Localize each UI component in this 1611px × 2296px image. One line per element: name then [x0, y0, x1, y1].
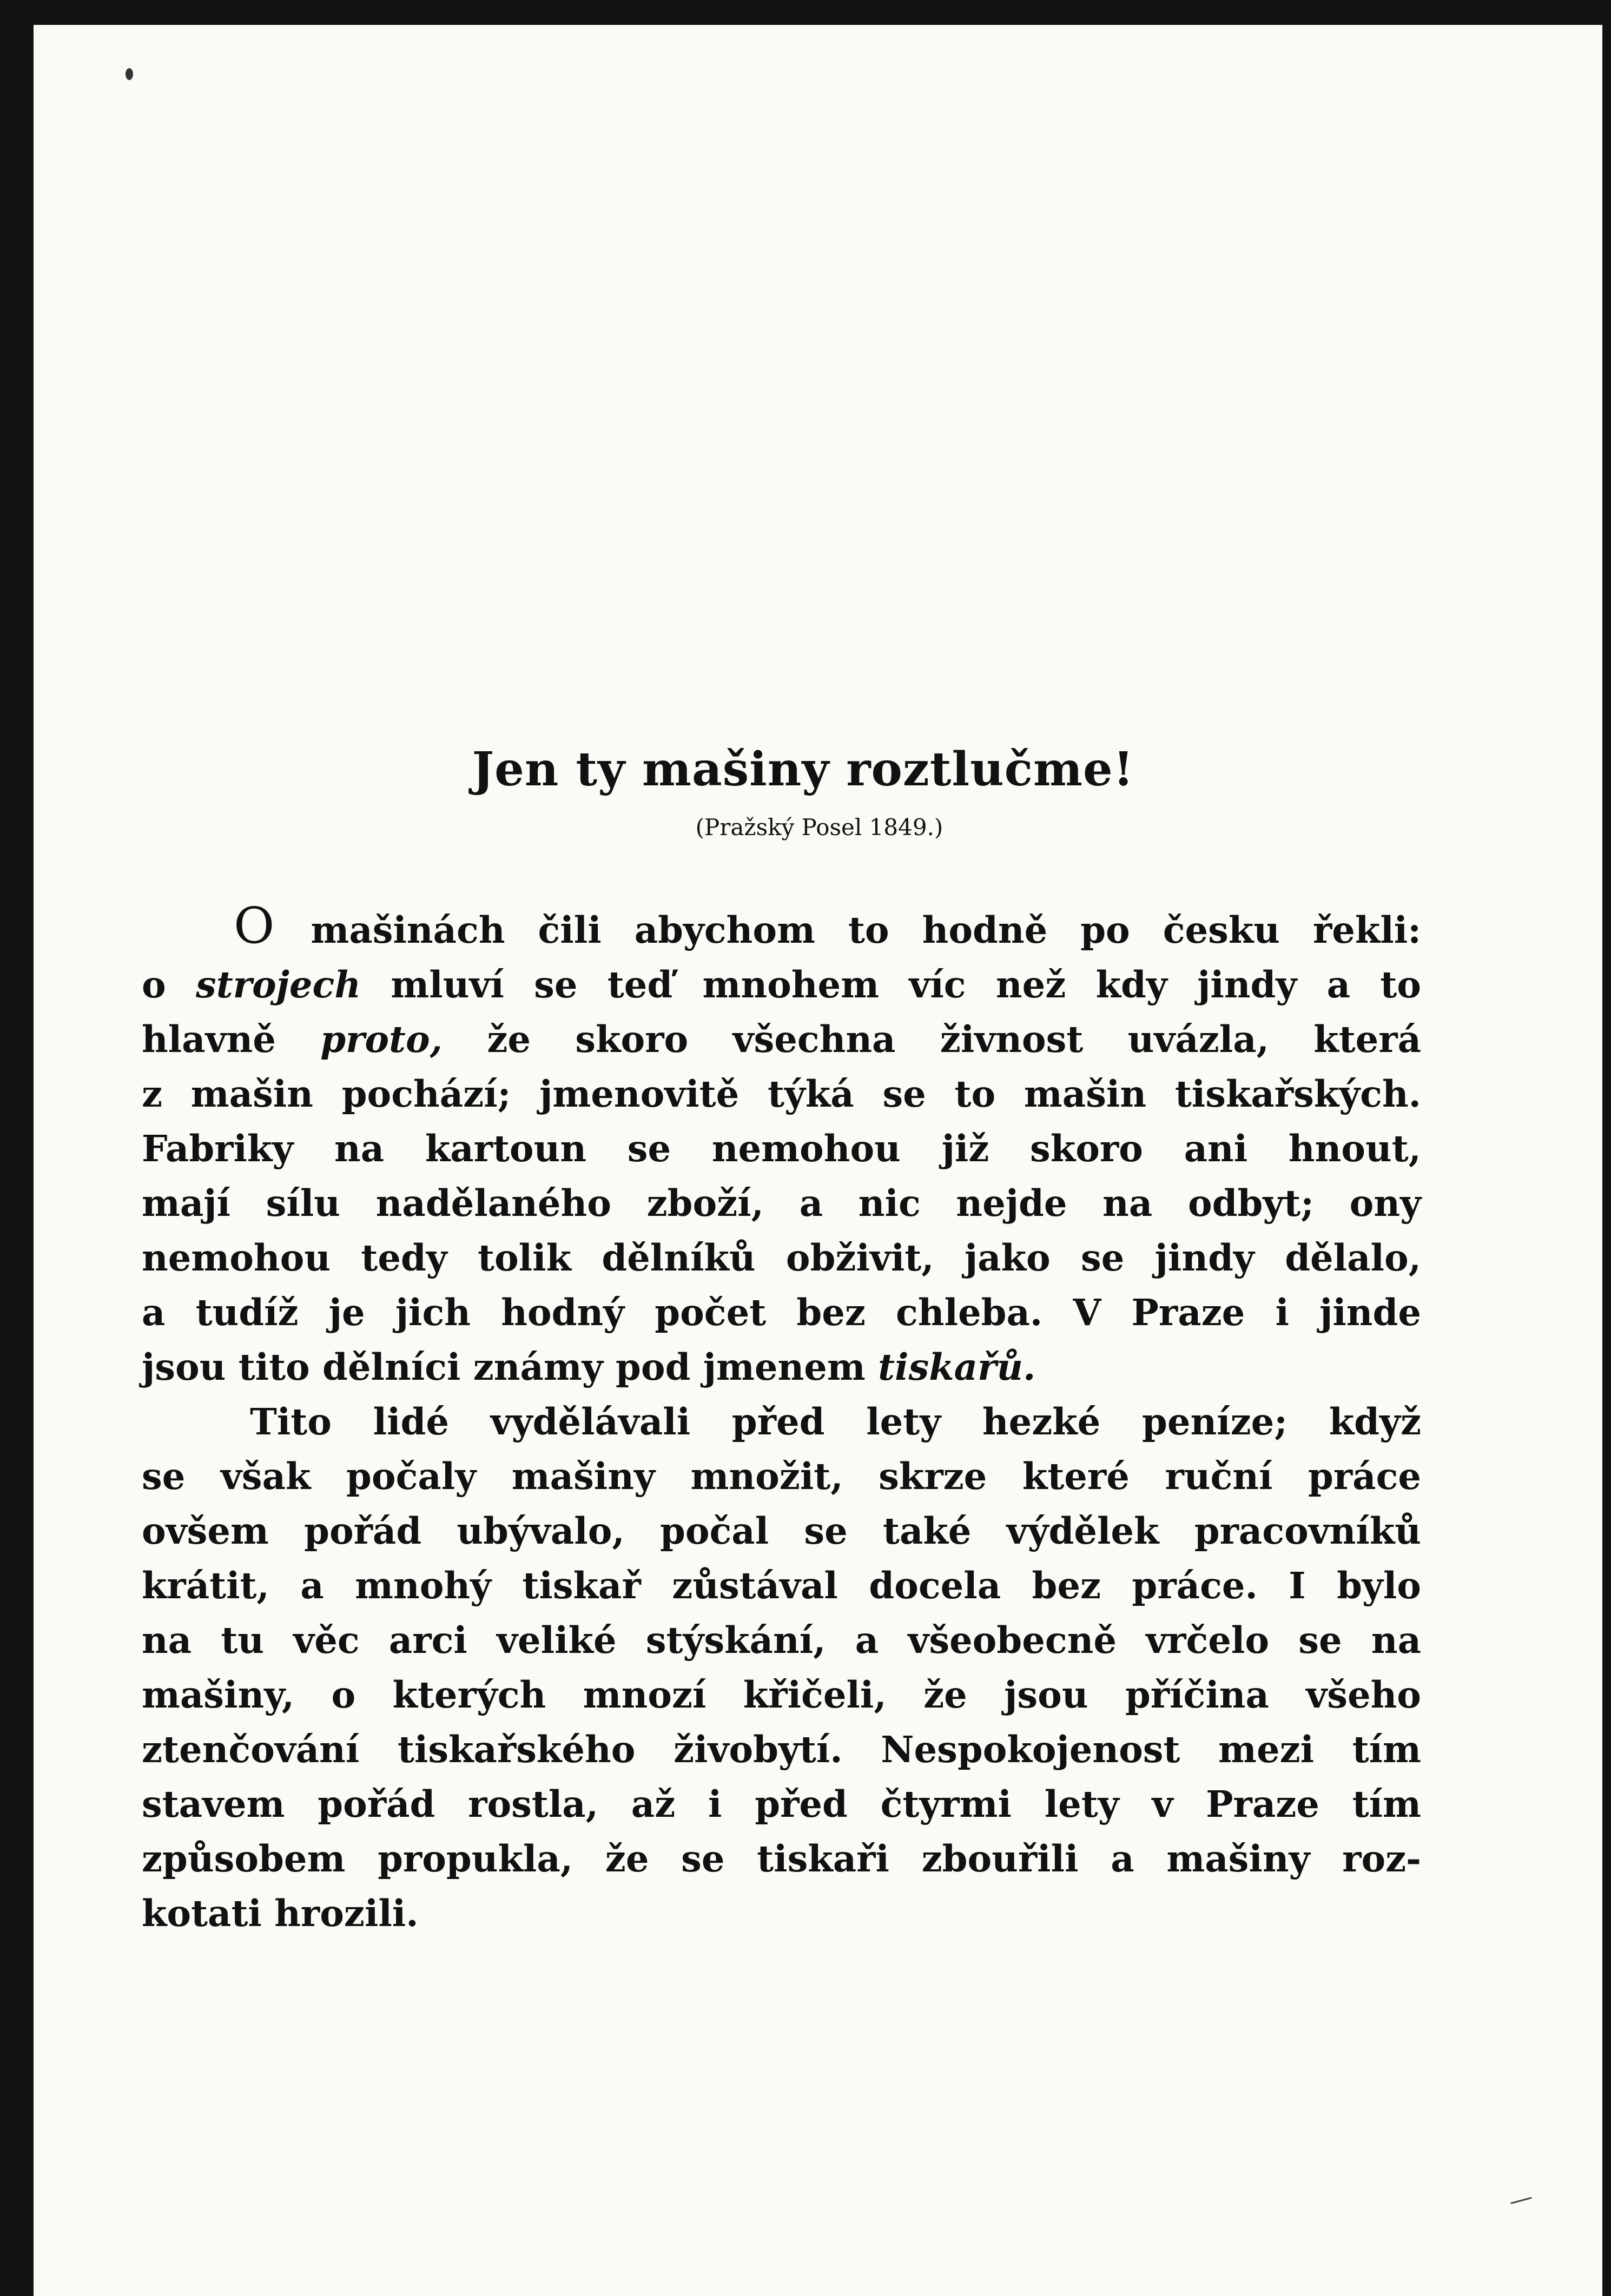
pencil-mark: [1510, 2197, 1531, 2204]
text-line: mašiny, o kterých mnozí křičeli, že jsou příčina všeho: [142, 1673, 1421, 1716]
text-line: [142, 1012, 1421, 1067]
text-line: krátit, a mnohý tiskař zůstával docela bez práce. I bylo: [142, 1564, 1421, 1607]
paragraph-2: [142, 1394, 1421, 1941]
text-line: stavem pořád rostla, až i před čtyrmi lety v Praze tím: [142, 1783, 1421, 1825]
italic-word: proto,: [320, 1018, 443, 1061]
text-line: kotati hrozili.: [142, 1892, 419, 1935]
text-line: se však počaly mašiny množit, skrze které ruční práce: [142, 1455, 1421, 1498]
text-segment: jsou tito dělníci známy pod jmenem: [142, 1346, 879, 1388]
text-line: ztenčování tiskařského živobytí. Nespokojenost mezi tím: [142, 1728, 1421, 1771]
article: [142, 740, 1421, 1941]
ink-dot: [126, 68, 133, 80]
text-line: nemohou tedy tolik dělníků obživit, jako se jindy dělalo,: [142, 1236, 1421, 1279]
text-line: Tito lidé vydělávali před lety hezké peníze; když: [250, 1400, 1421, 1443]
text-line: [142, 957, 1421, 1012]
text-line: na tu věc arci veliké stýskání, a všeobecně vrčelo se na: [142, 1619, 1421, 1662]
text-segment: mluví se teď mnohem víc než kdy jindy a to: [361, 963, 1422, 1006]
text-segment: že skoro všechna živnost uvázla, která: [443, 1018, 1421, 1061]
text-line: a tudíž je jich hodný počet bez chleba. V Praze i jinde: [142, 1291, 1421, 1334]
paragraph-1: [142, 897, 1422, 1394]
text-line: Fabriky na kartoun se nemohou již skoro ani hnout,: [142, 1127, 1421, 1170]
drop-cap: O: [234, 897, 275, 955]
text-line: mají sílu nadělaného zboží, a nic nejde na odbyt; ony: [142, 1182, 1421, 1225]
text-segment: mašinách čili abychom to hodně po česku řekli:: [311, 909, 1421, 951]
text-line: z mašin pochází; jmenovitě týká se to mašin tiskařských.: [142, 1073, 1421, 1115]
italic-word: tiskařů.: [878, 1346, 1036, 1388]
text-segment: o: [142, 963, 196, 1006]
text-line: [142, 897, 1421, 957]
book-page: [34, 25, 1602, 2296]
article-source: (Pražský Posel 1849.): [695, 814, 943, 841]
text-line: ovšem pořád ubývalo, počal se také výdělek pracovníků: [142, 1510, 1421, 1552]
article-title: Jen ty mašiny roztlučme!: [472, 742, 1134, 797]
text-line: způsobem propukla, že se tiskaři zbouřili a mašiny roz-: [142, 1837, 1421, 1880]
italic-word: strojech: [196, 963, 361, 1006]
text-line: [142, 1340, 1421, 1394]
text-segment: hlavně: [142, 1018, 321, 1061]
article-body: [142, 897, 1422, 1941]
